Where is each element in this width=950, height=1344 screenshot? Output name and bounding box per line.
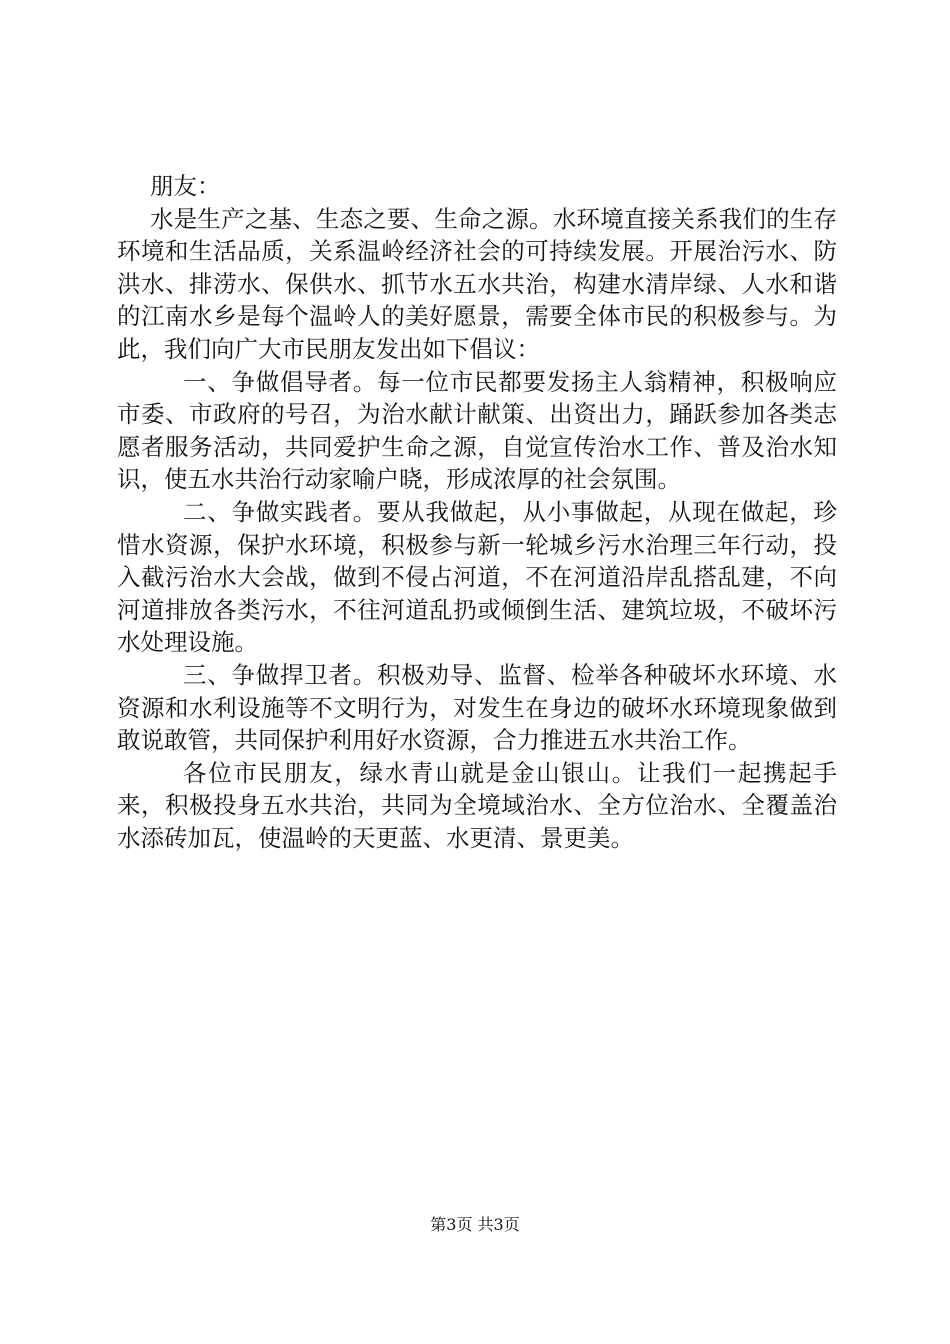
document-body [117, 170, 837, 854]
paragraph-proposal-1: 一、争做倡导者。每一位市民都要发扬主人翁精神，积极响应市委、市政府的号召，为治水献计献策、出资出力，踊跃参加各类志愿者服务活动，共同爱护生命之源，自觉宣传治水工作、普及治水知识，使五水共治行动家喻户晓，形成浓厚的社会氛围。 [117, 367, 837, 494]
paragraph-proposal-3: 三、争做捍卫者。积极劝导、监督、检举各种破坏水环境、水资源和水利设施等不文明行为，对发生在身边的破坏水环境现象做到敢说敢管，共同保护利用好水资源，合力推进五水共治工作。 [117, 660, 837, 755]
paragraph-closing: 各位市民朋友，绿水青山就是金山银山。让我们一起携起手来，积极投身五水共治，共同为全境域治水、全方位治水、全覆盖治水添砖加瓦，使温岭的天更蓝、水更清、景更美。 [117, 758, 837, 852]
page-footer: 第3页 共3页 [430, 1215, 520, 1234]
salutation: 朋友： [150, 172, 221, 200]
paragraph-intro: 水是生产之基、生态之要、生命之源。水环境直接关系我们的生存环境和生活品质，关系温岭经济社会的可持续发展。开展治污水、防洪水、排涝水、保供水、抓节水五水共治，构建水清岸绿、人水和谐的江南水乡是每个温岭人的美好愿景，需要全体市民的积极参与。为此，我们向广大市民朋友发出如下倡议： [117, 204, 837, 363]
paragraph-proposal-2: 二、争做实践者。要从我做起，从小事做起，从现在做起，珍惜水资源，保护水环境，积极参与新一轮城乡污水治理三年行动，投入截污治水大会战，做到不侵占河道，不在河道沿岸乱搭乱建，不向河道排放各类污水，不往河道乱扔或倾倒生活、建筑垃圾，不破坏污水处理设施。 [117, 497, 837, 657]
